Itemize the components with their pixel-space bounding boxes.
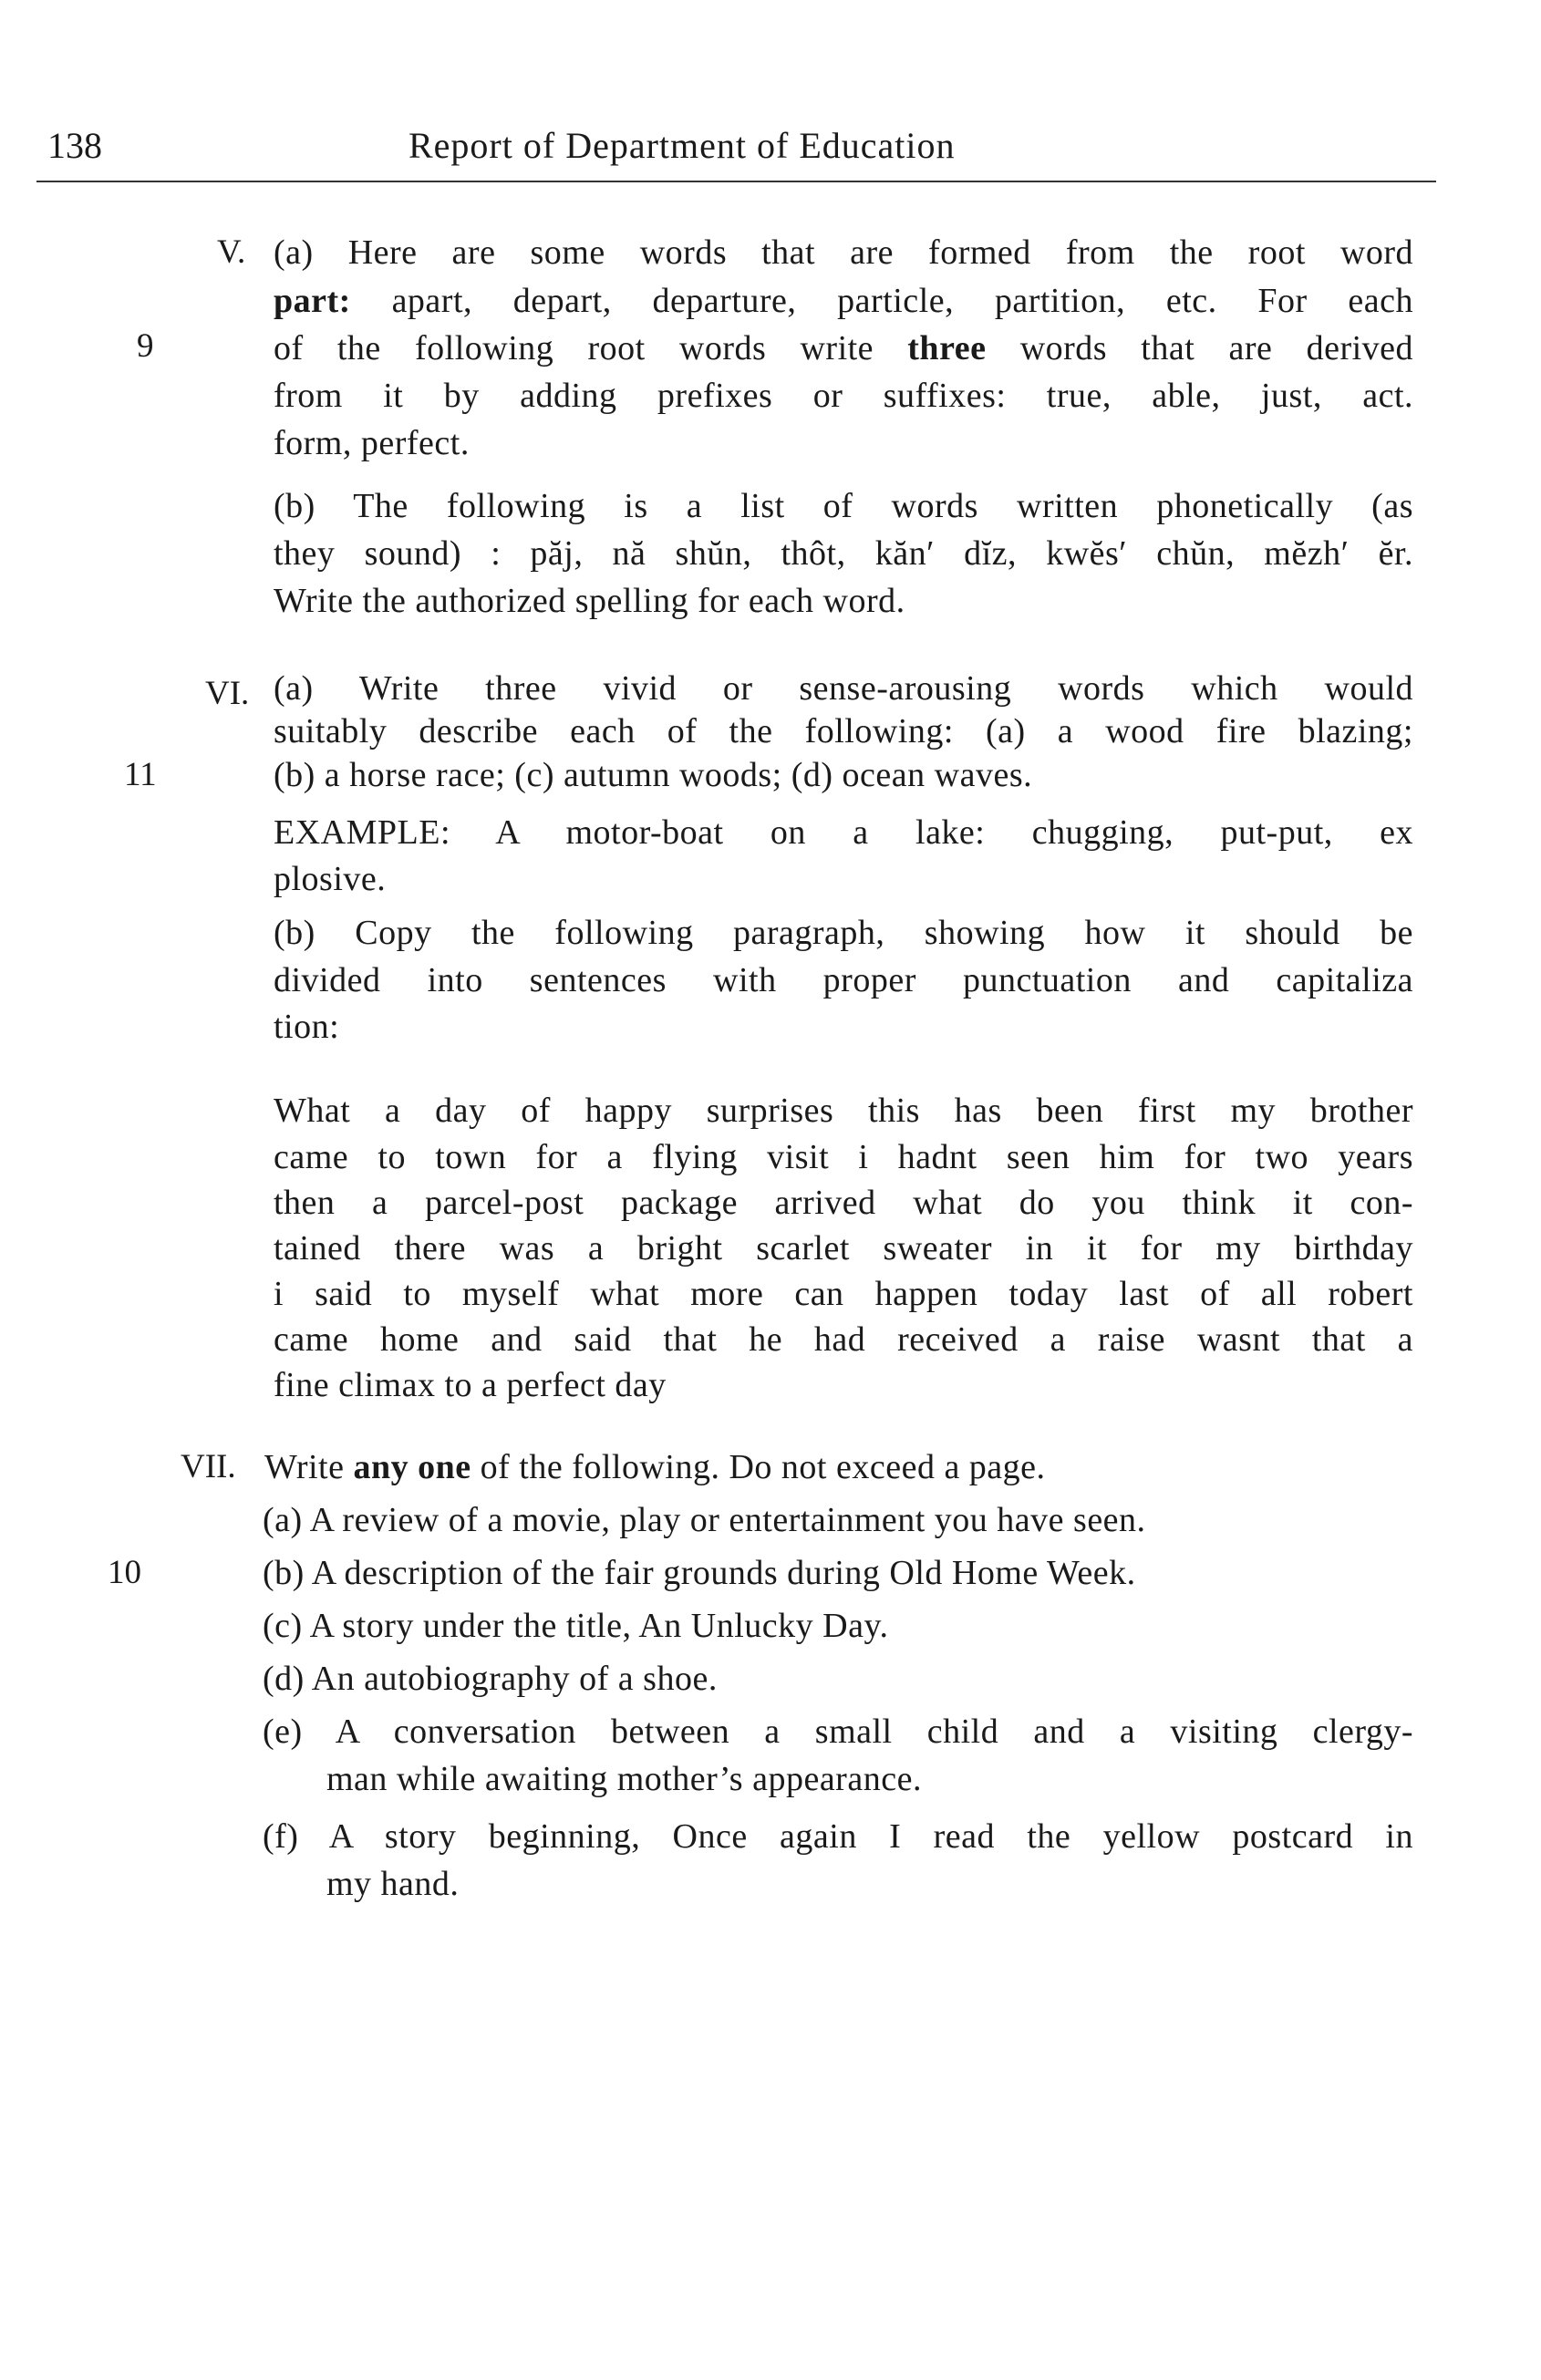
vii-item-d: (d) An autobiography of a shoe. xyxy=(263,1660,718,1698)
page-number: 138 xyxy=(47,125,102,166)
vi-a-line-2: suitably describe each of the following: (a) a wood fire blazing; xyxy=(274,712,1413,750)
section-numeral-vi: VI. xyxy=(205,675,250,712)
v-a-line-4: from it by adding prefixes or suffixes: true, able, just, act. xyxy=(274,377,1413,415)
paragraph-line-1: What a day of happy surprises this has been first my brother xyxy=(274,1092,1413,1130)
vi-b-line-3: tion: xyxy=(274,1008,340,1046)
vii-intro-pre: Write xyxy=(264,1448,345,1486)
vi-a-line-3: (b) a horse race; (c) autumn woods; (d) ocean waves. xyxy=(274,756,1033,794)
paragraph-line-3: then a parcel-post package arrived what do you think it con- xyxy=(274,1184,1413,1222)
vi-example-line-2: plosive. xyxy=(274,860,387,898)
paragraph-line-2: came to town for a flying visit i hadnt seen him for two years xyxy=(274,1138,1413,1176)
margin-mark-vi: 11 xyxy=(124,756,157,793)
page-header xyxy=(0,117,1541,171)
section-numeral-vii: VII. xyxy=(181,1448,236,1485)
v-a-line-3 xyxy=(274,326,1413,371)
v-a-line-2-text: apart, depart, departure, particle, partition, etc. For each xyxy=(391,282,1413,320)
v-a-line-3-pre: of the following root words write xyxy=(274,329,874,367)
v-b-line-3: Write the authorized spelling for each word. xyxy=(274,582,905,620)
vii-item-c: (c) A story under the title, An Unlucky Day. xyxy=(263,1607,889,1645)
v-b-line-1: (b) The following is a list of words written phonetically (as xyxy=(274,487,1413,525)
vi-b-line-1: (b) Copy the following paragraph, showing how it should be xyxy=(274,914,1413,952)
paragraph-line-7: fine climax to a perfect day xyxy=(274,1366,667,1404)
vi-b-line-2: divided into sentences with proper punctuation and capitaliza xyxy=(274,961,1413,999)
v-a-line-1: (a) Here are some words that are formed from the root word xyxy=(274,233,1413,272)
paragraph-line-4: tained there was a bright scarlet sweater in it for my birthday xyxy=(274,1229,1413,1268)
vii-item-a: (a) A review of a movie, play or entertainment you have seen. xyxy=(263,1501,1146,1539)
vii-item-f-line-1: (f) A story beginning, Once again I read the yellow postcard in xyxy=(263,1817,1413,1856)
vii-item-e-line-2: man while awaiting mother’s appearance. xyxy=(326,1760,922,1798)
margin-mark-v: 9 xyxy=(137,327,154,365)
paragraph-line-6: came home and said that he had received a raise wasnt that a xyxy=(274,1320,1413,1359)
bold-root-word: part: xyxy=(274,282,351,320)
v-a-line-3-post: words that are derived xyxy=(1019,329,1414,367)
vi-a-line-1: (a) Write three vivid or sense-arousing words which would xyxy=(274,669,1413,708)
vii-intro-post: of the following. Do not exceed a page. xyxy=(480,1448,1046,1486)
margin-mark-vii: 10 xyxy=(108,1554,141,1591)
vii-item-f-line-2: my hand. xyxy=(326,1865,460,1903)
v-a-line-5: form, perfect. xyxy=(274,424,470,462)
vii-intro xyxy=(264,1444,1404,1490)
paragraph-line-5: i said to myself what more can happen today last of all robert xyxy=(274,1275,1413,1313)
vii-item-e-line-1: (e) A conversation between a small child and a visiting clergy- xyxy=(263,1713,1413,1751)
vii-item-b: (b) A description of the fair grounds during Old Home Week. xyxy=(263,1554,1136,1592)
section-numeral-v: V. xyxy=(217,233,246,271)
header-rule xyxy=(36,181,1436,182)
bold-any-one: any one xyxy=(353,1448,471,1486)
running-title: Report of Department of Education xyxy=(409,125,956,166)
bold-three: three xyxy=(907,329,987,367)
v-a-line-2 xyxy=(274,278,1413,324)
v-b-line-2: they sound) : păj, nă shŭn, thôt, kăn′ dĭz, kwĕs′ chŭn, mĕzh′ ĕr. xyxy=(274,534,1413,573)
vi-example-line-1: EXAMPLE: A motor-boat on a lake: chugging, put-put, ex xyxy=(274,813,1413,852)
